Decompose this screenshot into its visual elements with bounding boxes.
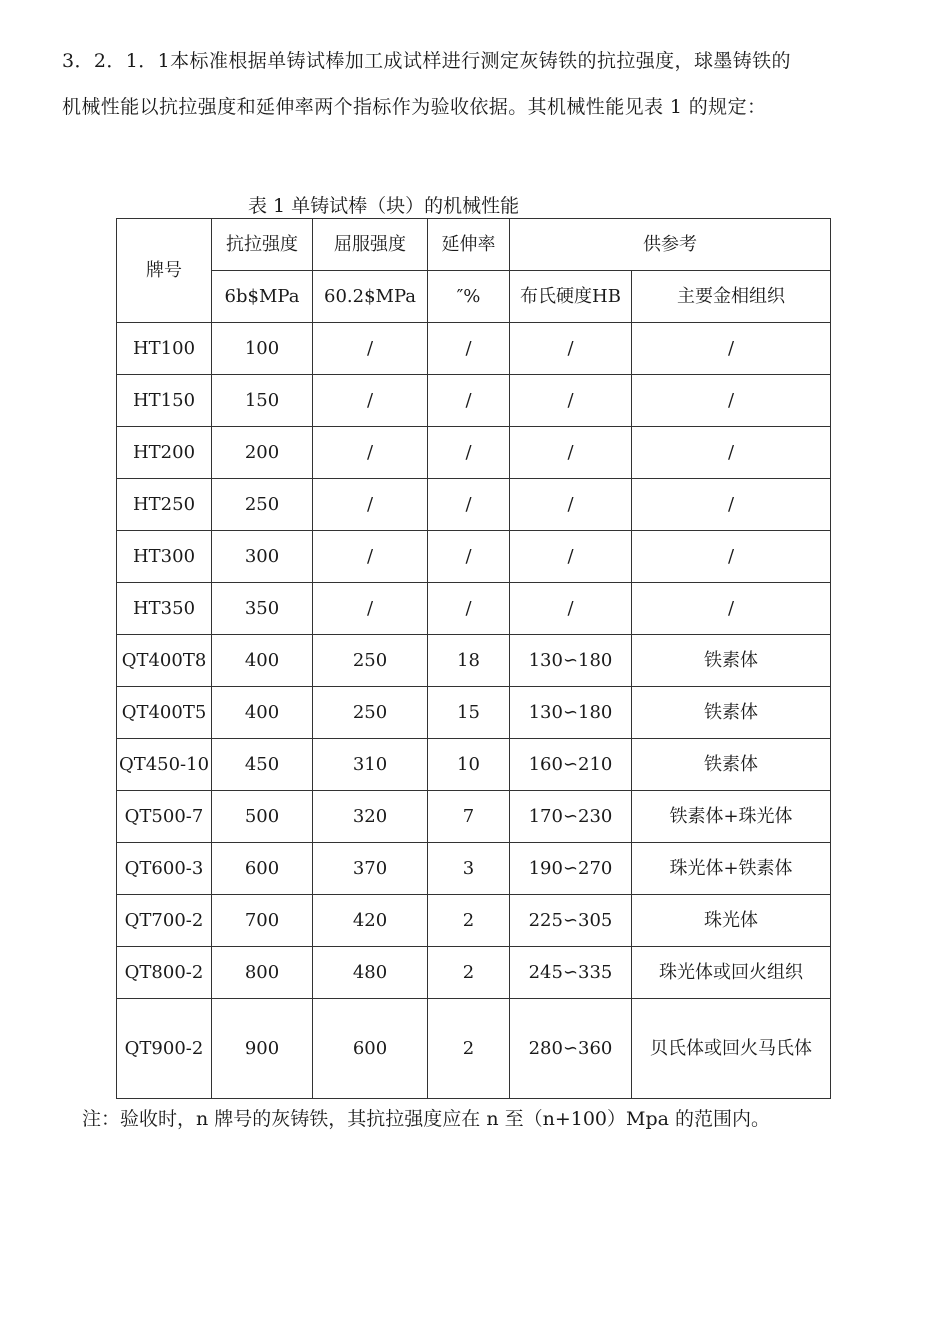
cell-yield-strength: 250 — [313, 687, 428, 739]
cell-hardness: / — [510, 583, 632, 635]
header-yield-unit: 60.2$MPa — [313, 271, 428, 323]
cell-elongation: 2 — [428, 947, 510, 999]
cell-elongation: / — [428, 479, 510, 531]
cell-microstructure: 珠光体或回火组织 — [632, 947, 831, 999]
cell-tensile-strength: 400 — [212, 635, 313, 687]
table-row — [117, 843, 831, 895]
cell-yield-strength: / — [313, 375, 428, 427]
table-row — [117, 635, 831, 687]
cell-tensile-strength: 400 — [212, 687, 313, 739]
cell-grade: QT900-2 — [117, 999, 212, 1099]
cell-elongation: 10 — [428, 739, 510, 791]
cell-grade: QT600-3 — [117, 843, 212, 895]
header-microstructure: 主要金相组织 — [632, 271, 831, 323]
cell-yield-strength: 320 — [313, 791, 428, 843]
cell-microstructure: 铁素体 — [632, 635, 831, 687]
cell-elongation: / — [428, 531, 510, 583]
cell-grade: HT300 — [117, 531, 212, 583]
header-row-1 — [117, 219, 831, 271]
cell-elongation: 7 — [428, 791, 510, 843]
cell-yield-strength: 420 — [313, 895, 428, 947]
cell-grade: QT800-2 — [117, 947, 212, 999]
cell-hardness: 160∽210 — [510, 739, 632, 791]
cell-tensile-strength: 100 — [212, 323, 313, 375]
cell-elongation: 18 — [428, 635, 510, 687]
cell-yield-strength: / — [313, 531, 428, 583]
cell-tensile-strength: 450 — [212, 739, 313, 791]
cell-hardness: 170∽230 — [510, 791, 632, 843]
cell-microstructure: 铁素体 — [632, 739, 831, 791]
table-row — [117, 583, 831, 635]
cell-elongation: 2 — [428, 895, 510, 947]
cell-hardness: 280∽360 — [510, 999, 632, 1099]
header-elongation-unit: ″% — [428, 271, 510, 323]
cell-elongation: / — [428, 427, 510, 479]
cell-tensile-strength: 900 — [212, 999, 313, 1099]
cell-yield-strength: 370 — [313, 843, 428, 895]
cell-grade: QT500-7 — [117, 791, 212, 843]
cell-tensile-strength: 300 — [212, 531, 313, 583]
table-caption: 表 1 单铸试棒（块）的机械性能 — [248, 195, 520, 217]
cell-grade: HT150 — [117, 375, 212, 427]
cell-elongation: 15 — [428, 687, 510, 739]
cell-microstructure: 贝氏体或回火马氏体 — [632, 999, 831, 1099]
cell-elongation: 2 — [428, 999, 510, 1099]
cell-yield-strength: / — [313, 583, 428, 635]
header-row-2 — [117, 271, 831, 323]
table-row — [117, 687, 831, 739]
cell-grade: QT700-2 — [117, 895, 212, 947]
intro-paragraph — [62, 38, 892, 130]
table-row — [117, 479, 831, 531]
header-reference: 供参考 — [510, 219, 831, 271]
cell-tensile-strength: 500 — [212, 791, 313, 843]
cell-elongation: 3 — [428, 843, 510, 895]
cell-yield-strength: 250 — [313, 635, 428, 687]
cell-microstructure: 铁素体+珠光体 — [632, 791, 831, 843]
cell-hardness: 190∽270 — [510, 843, 632, 895]
table-row — [117, 999, 831, 1099]
table-row — [117, 427, 831, 479]
cell-grade: QT400T8 — [117, 635, 212, 687]
cell-hardness: / — [510, 375, 632, 427]
cell-hardness: / — [510, 479, 632, 531]
table-row — [117, 323, 831, 375]
cell-grade: HT200 — [117, 427, 212, 479]
cell-microstructure: 珠光体+铁素体 — [632, 843, 831, 895]
table-row — [117, 531, 831, 583]
table-row — [117, 739, 831, 791]
cell-elongation: / — [428, 323, 510, 375]
table-row — [117, 947, 831, 999]
cell-hardness: 130∽180 — [510, 687, 632, 739]
cell-tensile-strength: 150 — [212, 375, 313, 427]
cell-tensile-strength: 600 — [212, 843, 313, 895]
header-grade: 牌号 — [117, 219, 212, 323]
table-row — [117, 375, 831, 427]
cell-microstructure: / — [632, 479, 831, 531]
cell-hardness: / — [510, 323, 632, 375]
cell-grade: HT100 — [117, 323, 212, 375]
cell-grade: HT350 — [117, 583, 212, 635]
header-tensile-unit: 6b$MPa — [212, 271, 313, 323]
intro-line-2: 机械性能以抗拉强度和延伸率两个指标作为验收依据。其机械性能见表 1 的规定： — [62, 96, 767, 118]
cell-microstructure: / — [632, 583, 831, 635]
mechanical-properties-table — [116, 218, 831, 1099]
table-note: 注：验收时，n 牌号的灰铸铁，其抗拉强度应在 n 至（n+100）Mpa 的范围内。 — [82, 1108, 771, 1130]
cell-hardness: / — [510, 531, 632, 583]
cell-tensile-strength: 250 — [212, 479, 313, 531]
cell-tensile-strength: 350 — [212, 583, 313, 635]
table-row — [117, 791, 831, 843]
cell-hardness: 225∽305 — [510, 895, 632, 947]
cell-hardness: 245∽335 — [510, 947, 632, 999]
cell-hardness: 130∽180 — [510, 635, 632, 687]
cell-tensile-strength: 200 — [212, 427, 313, 479]
cell-yield-strength: / — [313, 479, 428, 531]
cell-elongation: / — [428, 583, 510, 635]
cell-tensile-strength: 800 — [212, 947, 313, 999]
cell-elongation: / — [428, 375, 510, 427]
cell-hardness: / — [510, 427, 632, 479]
cell-microstructure: 铁素体 — [632, 687, 831, 739]
cell-grade: QT400T5 — [117, 687, 212, 739]
cell-microstructure: / — [632, 375, 831, 427]
header-tensile: 抗拉强度 — [212, 219, 313, 271]
cell-microstructure: / — [632, 323, 831, 375]
cell-grade: HT250 — [117, 479, 212, 531]
header-hardness: 布氏硬度HB — [510, 271, 632, 323]
table-body — [117, 323, 831, 1099]
header-yield: 屈服强度 — [313, 219, 428, 271]
cell-microstructure: / — [632, 531, 831, 583]
cell-yield-strength: / — [313, 323, 428, 375]
cell-grade: QT450-10 — [117, 739, 212, 791]
cell-yield-strength: 600 — [313, 999, 428, 1099]
cell-microstructure: 珠光体 — [632, 895, 831, 947]
header-elongation: 延伸率 — [428, 219, 510, 271]
cell-yield-strength: 480 — [313, 947, 428, 999]
cell-yield-strength: / — [313, 427, 428, 479]
cell-tensile-strength: 700 — [212, 895, 313, 947]
cell-yield-strength: 310 — [313, 739, 428, 791]
intro-line-1: 3．2．1．1本标准根据单铸试棒加工成试样进行测定灰铸铁的抗拉强度，球墨铸铁的 — [62, 50, 791, 72]
table-row — [117, 895, 831, 947]
cell-microstructure: / — [632, 427, 831, 479]
